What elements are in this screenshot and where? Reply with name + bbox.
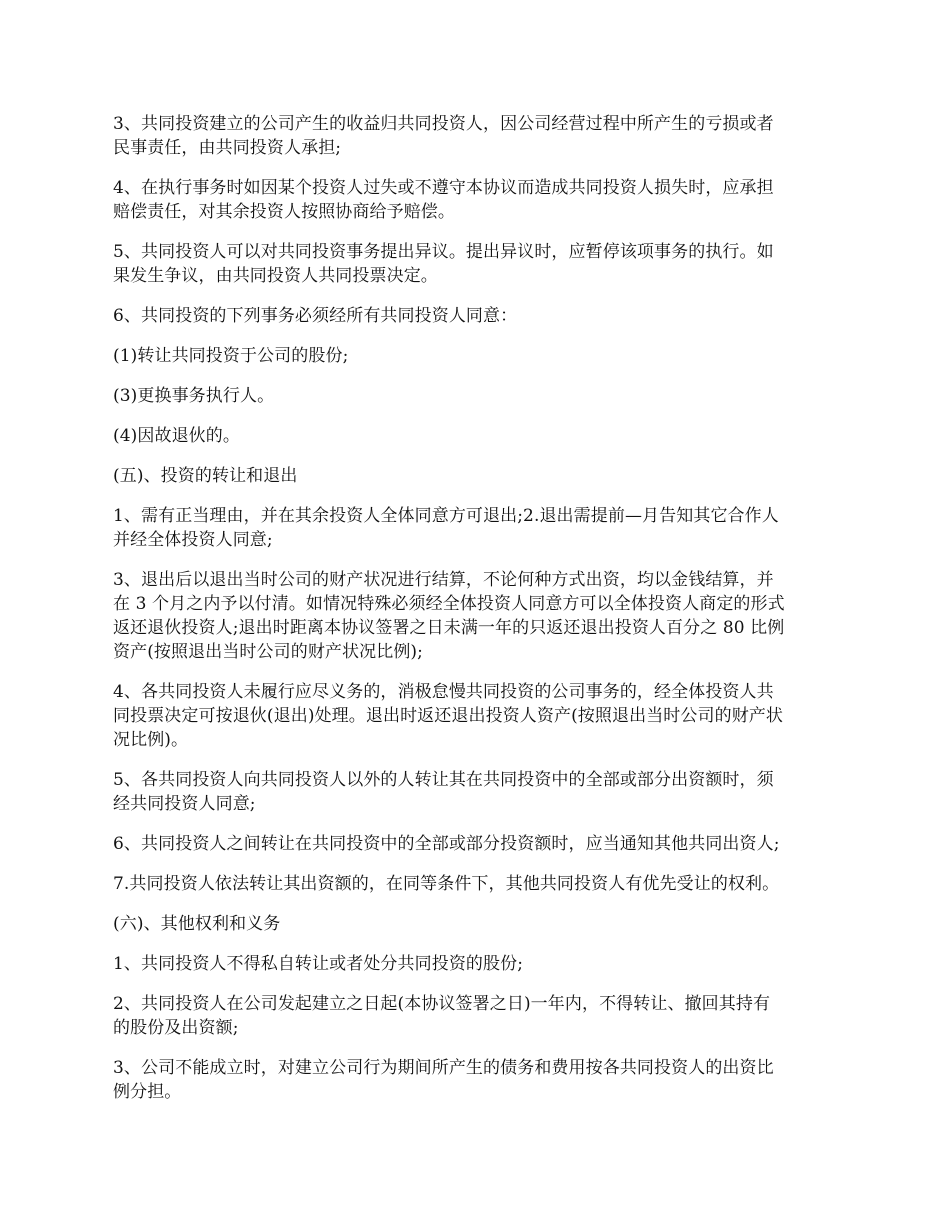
exit-clause-7-preemption: 7.共同投资人依法转让其出资额的，在同等条件下，其他共同投资人有优先受让的权利。 [113, 874, 780, 894]
document-body [113, 112, 837, 1120]
clause-3-profit-and-loss: 3、共同投资建立的公司产生的收益归共同投资人，因公司经营过程中所产生的亏损或者 民事责任，由共同投资人承担; [113, 114, 774, 158]
exit-clause-4-default: 4、各共同投资人未履行应尽义务的，消极怠慢共同投资的公司事务的，经全体投资人共 同投票决定可按退伙(退出)处理。退出时返还退出投资人资产(按照退出当时公司的财产状 况比例)。 [113, 682, 783, 750]
clause-6-unanimous-consent: 6、共同投资的下列事务必须经所有共同投资人同意： [113, 306, 518, 326]
clause-5-objection: 5、共同投资人可以对共同投资事务提出异议。提出异议时，应暂停该项事务的执行。如 果发生争议，由共同投资人共同投票决定。 [113, 242, 774, 286]
exit-clause-5-external-transfer: 5、各共同投资人向共同投资人以外的人转让其在共同投资中的全部或部分出资额时，须 经共同投资人同意; [113, 770, 774, 814]
clause-4-compensation: 4、在执行事务时如因某个投资人过失或不遵守本协议而造成共同投资人损失时，应承担 赔偿责任，对其余投资人按照协商给予赔偿。 [113, 178, 774, 222]
rights-clause-3: 3、公司不能成立时，对建立公司行为期间所产生的债务和费用按各共同投资人的出资比 例分担。 [113, 1058, 774, 1102]
exit-clause-6-internal-transfer: 6、共同投资人之间转让在共同投资中的全部或部分投资额时，应当通知其他共同出资人; [113, 834, 780, 854]
section-heading-transfer-and-exit: (五)、投资的转让和退出 [113, 466, 298, 486]
exit-clause-3-settlement: 3、退出后以退出当时公司的财产状况进行结算，不论何种方式出资，均以金钱结算，并 在 3 个月之内予以付清。如情况特殊必须经全体投资人同意方可以全体投资人商定的形式 返还退伙投资人;退出时距离本协议签署之日未满一年的只返还退出投资人百分之 80 比例 资产(按照退出当时公司的财产状况比例); [113, 570, 785, 662]
item-4-withdrawal: (4)因故退伙的。 [113, 426, 240, 446]
rights-clause-2: 2、共同投资人在公司发起建立之日起(本协议签署之日)一年内，不得转让、撤回其持有 的股份及出资额; [113, 994, 771, 1038]
exit-clause-1: 1、需有正当理由，并在其余投资人全体同意方可退出;2.退出需提前—月告知其它合作人 并经全体投资人同意; [113, 506, 779, 550]
rights-clause-1: 1、共同投资人不得私自转让或者处分共同投资的股份; [113, 954, 524, 974]
item-3-executor-change: (3)更换事务执行人。 [113, 386, 275, 406]
item-1-share-transfer: (1)转让共同投资于公司的股份; [113, 346, 349, 366]
section-heading-other-rights: (六)、其他权利和义务 [113, 914, 281, 934]
